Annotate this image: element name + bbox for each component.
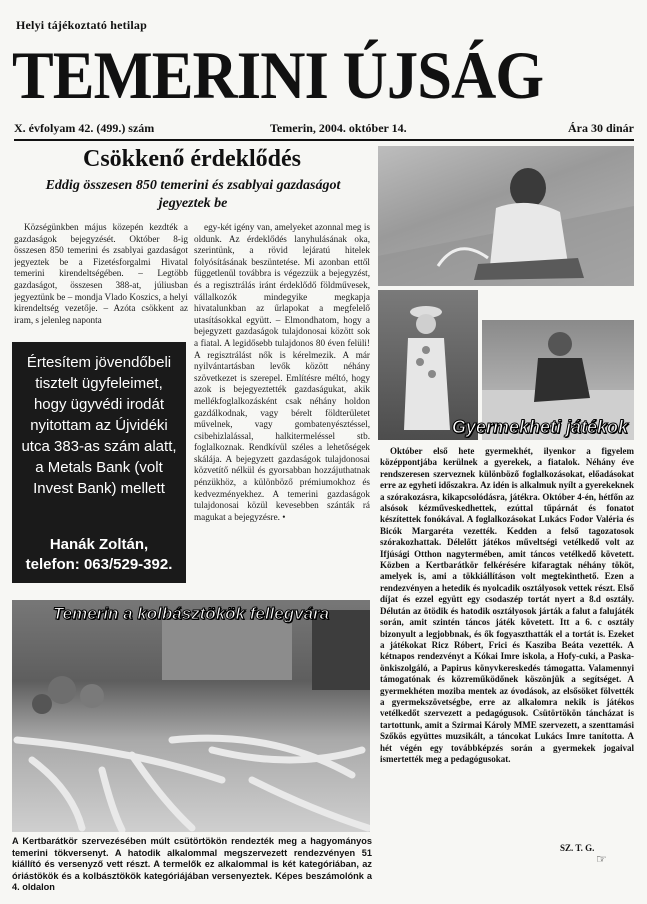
photo-caption-text: A Kertbarátkör szervezésében múlt csütörtökön rendezték meg a hagyományos temerini tökversenyt. A hatodik alkalommal megszervezett rendezvényen 51 kiállító és versenyző vett részt. A termelők ez alkalommal is két kategóriában, az óriástökök és a kolbásztökök kategóriájában versenyeztek. Képes beszámolónk a 4. oldalon — [12, 836, 372, 893]
photo-caption-pumpkins: Temerin a kolbásztökök fellegvára — [52, 604, 330, 623]
author-signature: SZ. T. G. — [560, 843, 595, 853]
header-rule — [14, 139, 634, 141]
children-week-article — [380, 446, 634, 836]
photo-illustration — [378, 146, 634, 286]
photo-illustration — [12, 600, 370, 832]
page-corner-mark: ☞ — [596, 852, 607, 866]
ad-name: Hanák Zoltán, — [49, 536, 149, 553]
paper-kicker: Helyi tájékoztató hetilap — [16, 18, 147, 32]
masthead-title: TEMERINI ÚJSÁG — [12, 37, 544, 113]
issue-info-bar — [14, 121, 634, 137]
article-column-1 — [14, 222, 188, 334]
volume-number: X. évfolyam 42. (499.) szám — [14, 121, 155, 135]
ad-text: Értesítem jövendőbeli tisztelt ügyfeleimet, hogy ügyvédi irodát nyitottam az Újvidéki utca 383-as szám alatt, a Metals Bank (volt Invest Bank) mellett — [21, 354, 177, 497]
article-column-2 — [194, 222, 370, 582]
lawyer-advertisement — [12, 342, 186, 583]
photo-child-chalk-drawing — [378, 146, 634, 286]
article-subhead: Eddig összesen 850 temerini és zsablyai gazdaságot jegyeztek be — [45, 178, 341, 211]
ad-contact — [16, 535, 182, 575]
photo-caption-children-week: Gyermekheti játékok — [451, 417, 628, 437]
issue-date: Temerin, 2004. október 14. — [270, 121, 407, 135]
article-headline: Csökkenő érdeklődés — [82, 146, 302, 172]
article-text: egy-két igény van, amelyeket azonnal meg is oldunk. Az érdeklődés lanyhulásának oka, szerintünk, a rövid lejáratú hitelek folyósításának beszüntetése. Mi azonban ettől függetlenül továbbra is végezzük a bejegyzést, és a regisztrálás iránt érdeklődő földművesek, vállalkozók mindegyike megkapja hivatalunkban az űrlapokat a megfelelő utasításokkal együtt. – Elmondhatom, hogy a bejegyzett gazdaságok tulajdonosai között sok a fiatal. A legidősebb tulajdonos 80 éven felüli! A regisztrálást nők is kérelmezik. A már nyilvántartásban levők között néhány szövetkezet is szerepel. Említésre méltó, hogy azok is bejegyeztették gazdaságukat, akik mellékfoglalkozásként csak néhány holdon gazdálkodnak, vagy bérelt földterületet művelnek, vagy gombatenyésztéssel, csibehizlalással, halkitermeléssel stb. foglalkoznak. Rendkívül széles a lehetőségek skálája. A bejegyzett gazdaságok tulajdonosai közvetítő nélkül és gyorsabban hozzájuthatnak pénzükhöz, a különböző prémiumokhoz és kedvezményekhez. A temerini gazdaságok tulajdonosai közül kevesebben szánták rá magukat a bejegyzésre. • — [194, 222, 370, 522]
photo-sausage-pumpkins — [12, 600, 370, 832]
article-text: Október első hete gyermekhét, ilyenkor a figyelem középpontjába kerülnek a gyerekek, a fiatalok. Néhány éve rendszeresen szerveznek különböző foglalkozásokat, előadásokat erre az egyheti időszakra. Az idén is alkalmuk nyílt a gyerekeknek a szórakozásra, kikapcsolódásra, játékra. Október 4-én, hétfőn az alsósok kézműveskedhettek, ezúttal tűpárnát és fonatot készítettek fonókával. A foglalkozásokat Lukács Fodor Valéria és Bicók Margaréta vezették. Kedden a felső tagozatosok szórakozhattak. Délelőtt játékos műveltségi vetélkedő volt az Ifjúsági Otthon nagytermében, amit táncos vetélkedő követett. Közben a Kertbarátkör felkérésére kifaragtak néhány tököt, amelyek is, ami a tökkiállításon volt megtekinthető. Ezen a rendezvényen a hetedik és nyolcadik osztályosok vettek részt. Első díjat és ezzel együtt egy csodaszép tortát nyert a 8.d osztály. Délután az ötödik és hatodik osztályosok járták a falut a falujáték során, amit szintén táncos játék követett. Itt a 6. c osztály bizonyult a legjobbnak, és ők fogyaszthatták el a tortát is. Ezeket a játékokat Ricz Róbert, Frici és Kasziba Beáta vezették. A kétnapos rendezvényt a Kókai Imre iskola, a Hofy-cuki, a Paska-önkiszolgáló, a Papirus könyvkereskedés támogatta. Valamennyi támogatónak és közreműködőnek köszönjük a segítséget. A gyermekhéten moziba mentek az óvodások, az elsősöket fölvették a gyermekszövetségbe, erre az alkalomra nekik is játékos vetélkedőt szervezett a pedagógusok. Csütörtökön táncházat is tartottunk, amit a Szirmai Károly MME szervezett, a szenttamási Szőkös együttes muzsikált, a táncokat Lukács Imre tanította. A hét végén egy továbbképzés során a gyermekek jogaival ismertették meg a pedagógusokat. — [380, 446, 634, 764]
ad-phone: telefon: 063/529-392. — [25, 556, 173, 573]
article-text: Községünkben május közepén kezdték a gazdaságok bejegyzését. Október 8-ig összesen 850 temerini és zsablyai gazdaságot jegyeztek be a Fizetésforgalmi Hivatal temerini kirendeltségében. – Legtöbb gazdaságot, összesen 388-at, júliusban jegyeztünk be – mondja Vlado Koszics, a helyi kirendeltség vezetője. – Azóta csökkent az iram, s jelenleg naponta — [14, 222, 188, 325]
issue-price: Ára 30 dinár — [568, 121, 634, 135]
